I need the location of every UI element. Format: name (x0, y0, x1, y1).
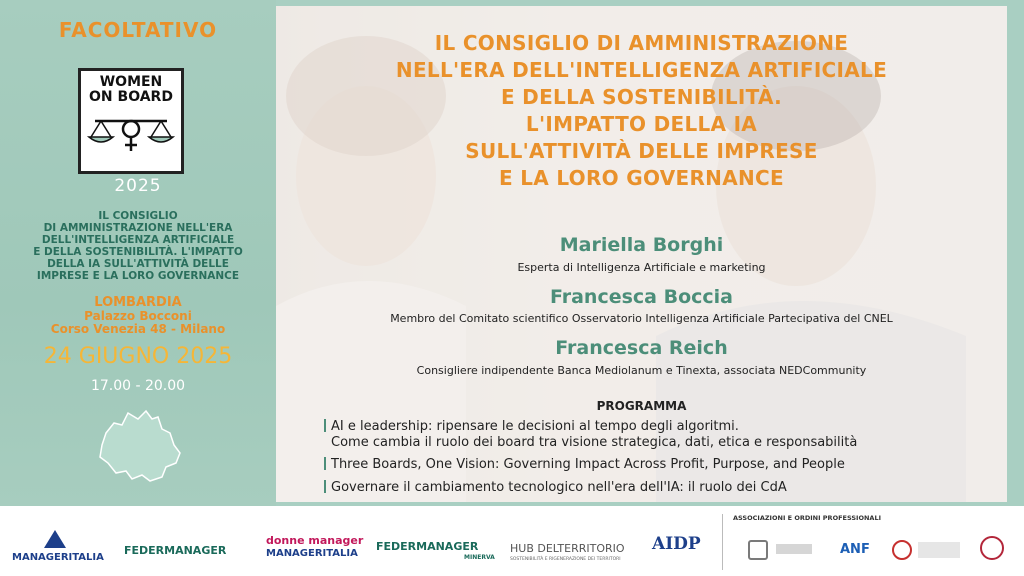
footer-divider (722, 514, 723, 570)
hub-territorio-sub: SOSTENIBILITÀ E RIGENERAZIONE DEI TERRITORI (510, 557, 621, 562)
optional-label: FACOLTATIVO (58, 18, 218, 42)
event-time: 17.00 - 20.00 (90, 378, 186, 394)
cndcec-logo-text (918, 542, 960, 558)
venue-address: Corso Venezia 48 - Milano (50, 322, 226, 336)
speaker-role: Membro del Comitato scientifico Osservatorio Intelligenza Artificiale Partecipativa del CNEL (390, 312, 893, 325)
program-item (324, 457, 964, 473)
program-bullet (324, 419, 326, 432)
associations-label: ASSOCIAZIONI E ORDINI PROFESSIONALI (733, 514, 882, 522)
program-bullet (324, 457, 326, 470)
aidp-logo: AIDP (652, 534, 701, 554)
logo-line1: WOMEN (99, 74, 163, 90)
association-logo-2 (776, 544, 812, 554)
left-title-line: E DELLA SOSTENIBILITÀ. L'IMPATTO (33, 246, 243, 258)
logo-line2: ON BOARD (89, 89, 173, 105)
manageritalia-logo: MANAGERITALIA (12, 552, 104, 563)
logo-text (81, 75, 181, 105)
left-title-line: IMPRESE E LA LORO GOVERNANCE (36, 270, 240, 282)
speaker-role: Esperta di Intelligenza Artificiale e marketing (517, 261, 766, 274)
program-item (324, 419, 964, 451)
scales-venus-icon (81, 107, 181, 169)
program-item-text: Come cambia il ruolo dei board tra visione strategica, dati, etica e responsabilità (331, 435, 858, 450)
speaker-role: Consigliere indipendente Banca Mediolanum e Tinexta, associata NEDCommunity (416, 364, 867, 377)
program-item (324, 480, 964, 496)
venue-name: Palazzo Bocconi (84, 309, 192, 323)
donne-manager-logo: donne manager (266, 534, 364, 547)
headline-line: SULL'ATTIVITÀ DELLE IMPRESE (465, 139, 818, 163)
left-title-line: DI AMMINISTRAZIONE NELL'ERA (43, 222, 233, 234)
main-panel (276, 6, 1007, 502)
program-item-text: AI e leadership: ripensare le decisioni al tempo degli algoritmi. (331, 419, 739, 434)
order-seal-icon (980, 536, 1004, 560)
left-title-line: DELL'INTELLIGENZA ARTIFICIALE (41, 234, 235, 246)
region-label: LOMBARDIA (94, 295, 182, 310)
venue (0, 310, 276, 336)
federmanager-minerva-logo: FEDERMANAGER (376, 540, 479, 553)
headline-line: NELL'ERA DELL'INTELLIGENZA ARTIFICIALE (395, 58, 888, 82)
left-title-line: IL CONSIGLIO (98, 210, 178, 222)
left-panel (0, 0, 276, 506)
program-bullet (324, 480, 326, 493)
women-on-board-logo (78, 68, 184, 174)
cndcec-logo-icon (892, 540, 912, 560)
donne-manager-logo-sub: MANAGERITALIA (266, 548, 358, 559)
headline-line: E DELLA SOSTENIBILITÀ. (500, 85, 783, 109)
speaker-name: Mariella Borghi (559, 234, 724, 256)
headline-line: E LA LORO GOVERNANCE (499, 166, 784, 190)
anf-logo: ANF (840, 542, 870, 557)
program-title: PROGRAMMA (596, 399, 687, 413)
logo-year: 2025 (114, 176, 162, 196)
headline-line: L'IMPATTO DELLA IA (525, 112, 758, 136)
association-logo-1 (748, 540, 768, 560)
headline (276, 30, 1007, 192)
headline-line: IL CONSIGLIO DI AMMINISTRAZIONE (434, 31, 849, 55)
hub-territorio-logo: HUB DELTERRITORIO (510, 542, 625, 555)
left-title-line: DELLA IA SULL'ATTIVITÀ DELLE (47, 258, 229, 270)
speaker-name: Francesca Reich (555, 337, 728, 359)
left-title (0, 210, 276, 282)
speaker-name: Francesca Boccia (549, 286, 734, 308)
minerva-label: MINERVA (464, 554, 495, 561)
federmanager-logo: FEDERMANAGER (124, 544, 227, 557)
manageritalia-logo-icon (44, 530, 66, 548)
program-item-text: Governare il cambiamento tecnologico nell'era dell'IA: il ruolo dei CdA (331, 480, 787, 495)
program-item-text: Three Boards, One Vision: Governing Impact Across Profit, Purpose, and People (331, 457, 845, 472)
event-date: 24 GIUGNO 2025 (43, 344, 233, 369)
lombardia-map-icon (92, 405, 184, 485)
